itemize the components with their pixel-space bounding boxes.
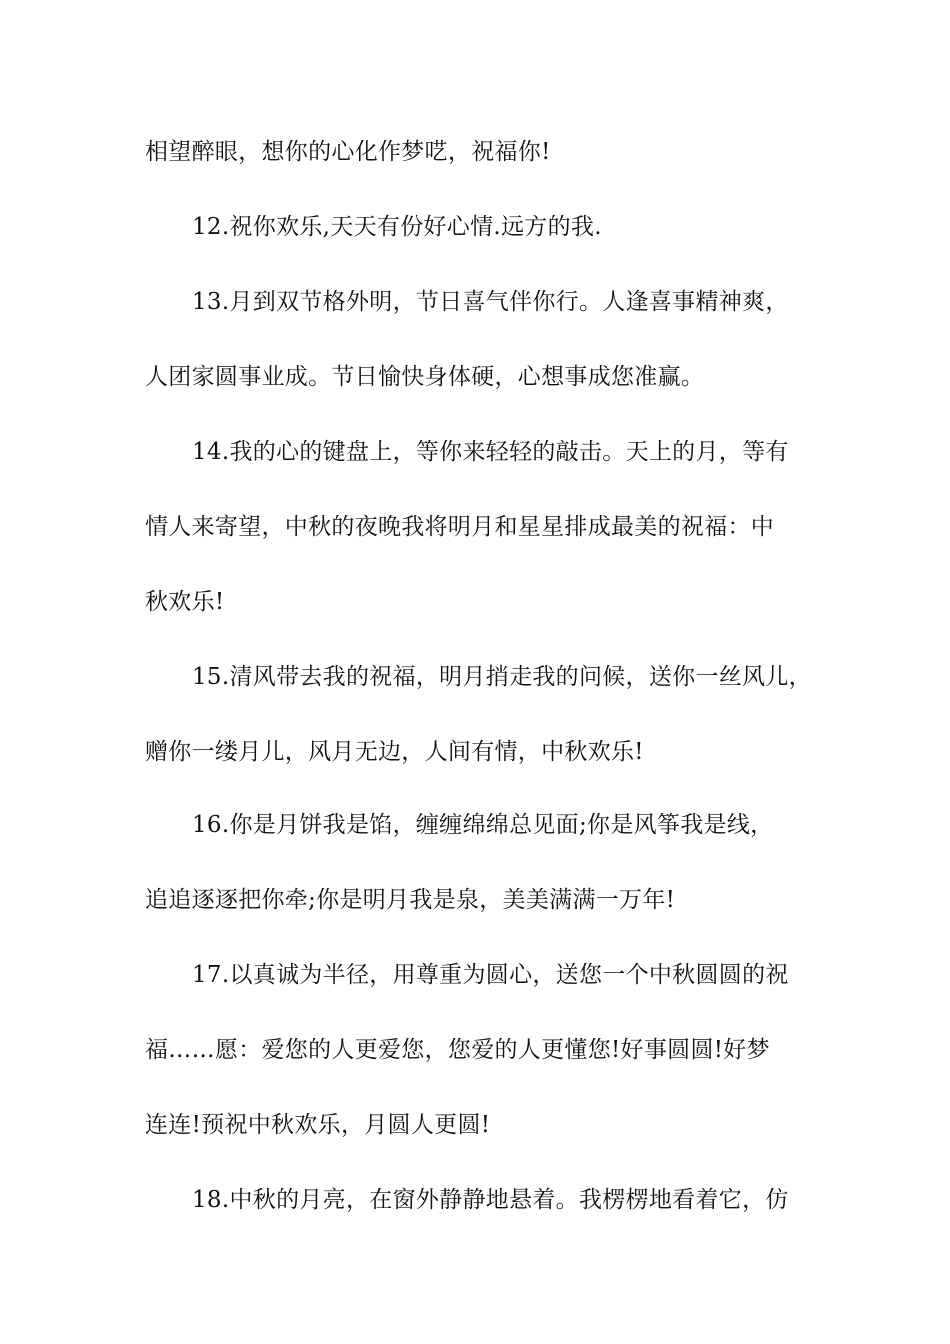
- text-line: 福……愿：爱您的人更爱您，您爱的人更懂您!好事圆圆!好梦: [145, 1037, 770, 1063]
- text-line: 相望醉眼，想你的心化作梦呓，祝福你!: [145, 139, 551, 165]
- text-line: 17.以真诚为半径，用尊重为圆心，送您一个中秋圆圆的祝: [192, 962, 789, 988]
- text-line: 连连!预祝中秋欢乐，月圆人更圆!: [145, 1112, 491, 1138]
- text-line: 赠你一缕月儿，风月无边，人间有情，中秋欢乐!: [145, 739, 644, 765]
- text-line: 18.中秋的月亮，在窗外静静地悬着。我楞楞地看着它，仿: [192, 1187, 789, 1213]
- text-line: 追追逐逐把你牵;你是明月我是泉，美美满满一万年!: [145, 887, 676, 913]
- text-line: 人团家圆事业成。节日愉快身体硬，心想事成您准赢。: [145, 364, 705, 390]
- text-line: 14.我的心的键盘上，等你来轻轻的敲击。天上的月，等有: [192, 439, 789, 465]
- text-line: 15.清风带去我的祝福，明月捎走我的问候，送你一丝风儿，: [192, 664, 812, 690]
- text-line: 16.你是月饼我是馅，缠缠绵绵总见面;你是风筝我是线，: [192, 812, 774, 838]
- text-line: 13.月到双节格外明，节日喜气伴你行。人逢喜事精神爽，: [192, 289, 789, 315]
- text-line: 12.祝你欢乐,天天有份好心情.远方的我.: [192, 214, 602, 240]
- text-line: 情人来寄望，中秋的夜晚我将明月和星星排成最美的祝福：中: [145, 514, 775, 540]
- text-line: 秋欢乐!: [145, 589, 225, 615]
